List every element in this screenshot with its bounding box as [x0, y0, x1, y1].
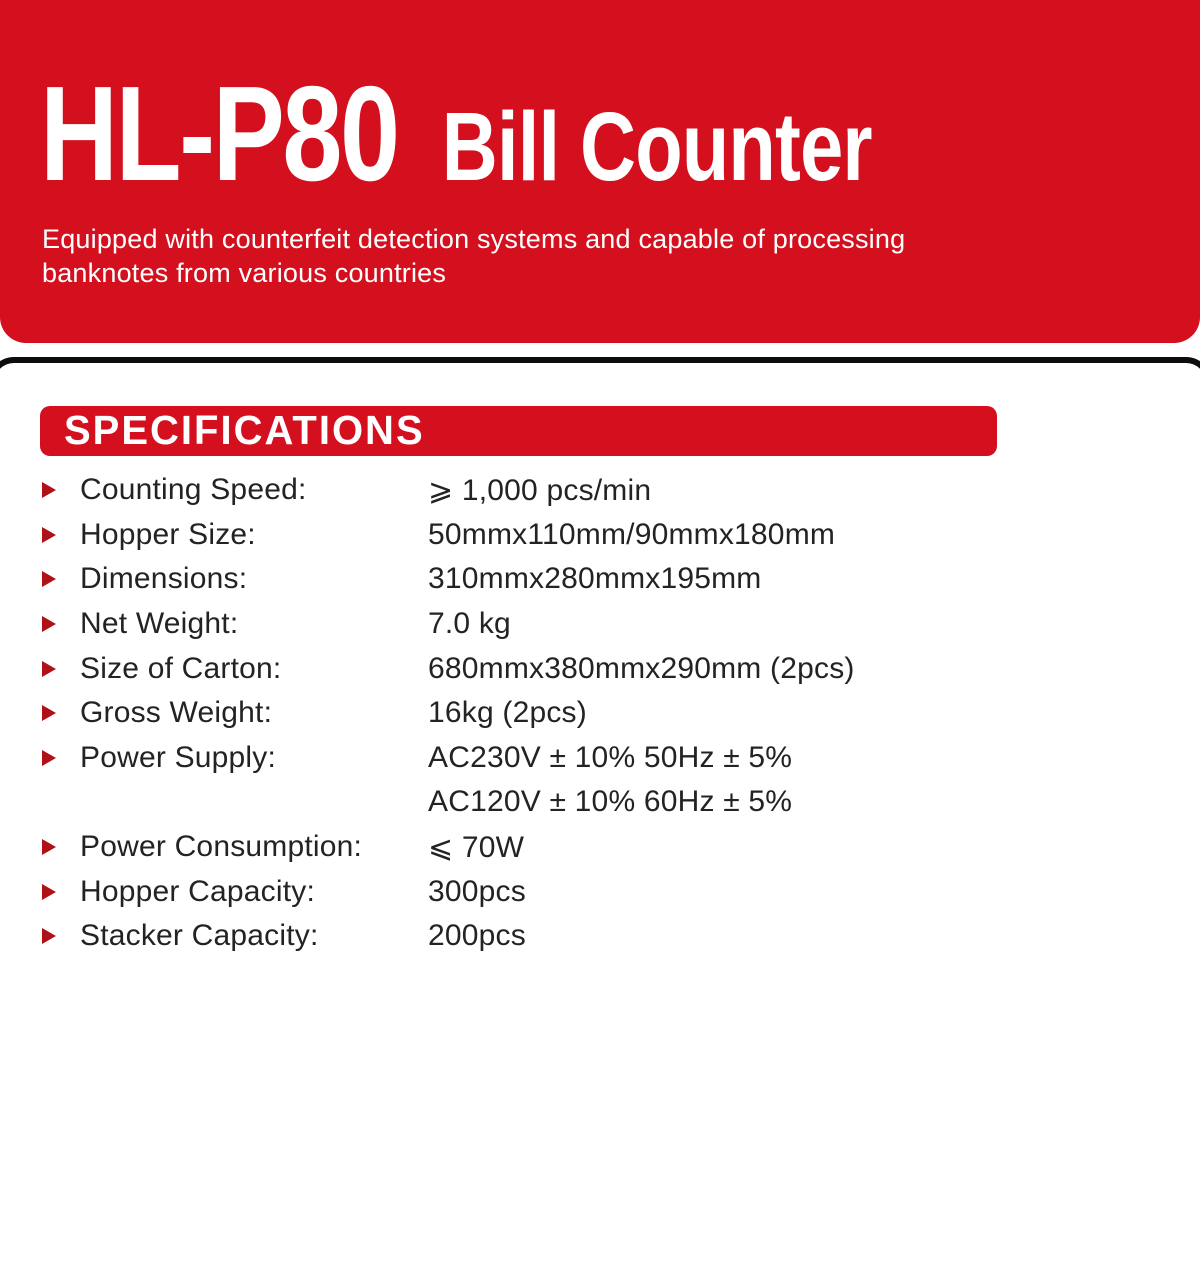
spec-row: [42, 914, 1152, 959]
spec-value: AC230V ± 10% 50Hz ± 5%: [428, 740, 793, 774]
spec-label: Hopper Size:: [80, 517, 256, 551]
spec-row: [42, 736, 1152, 781]
spec-label: Stacker Capacity:: [80, 919, 319, 953]
spec-row: [42, 780, 1152, 825]
bullet-triangle-icon: [42, 661, 56, 677]
spec-value: 16kg (2pcs): [428, 696, 587, 730]
spec-value: 300pcs: [428, 874, 526, 908]
bullet-cell: [42, 482, 80, 498]
bullet-cell: [42, 750, 80, 766]
bullet-cell: [42, 884, 80, 900]
bullet-cell: [42, 616, 80, 632]
spec-value: 680mmx380mmx290mm (2pcs): [428, 651, 855, 685]
spec-value: 310mmx280mmx195mm: [428, 562, 762, 596]
bullet-cell: [42, 928, 80, 944]
bullet-triangle-icon: [42, 527, 56, 543]
spec-label: Counting Speed:: [80, 473, 307, 507]
bullet-cell: [42, 705, 80, 721]
tagline-line-1: Equipped with counterfeit detection systems and capable of processing: [42, 224, 906, 254]
tagline-line-2: banknotes from various countries: [42, 258, 447, 288]
page-title: [40, 60, 872, 209]
spec-value: 7.0 kg: [428, 607, 511, 641]
bullet-cell: [42, 794, 80, 810]
spec-row: [42, 869, 1152, 914]
bullet-triangle-icon: [42, 571, 56, 587]
spec-value: 200pcs: [428, 919, 526, 953]
spec-value: 50mmx110mm/90mmx180mm: [428, 517, 836, 551]
spec-value: AC120V ± 10% 60Hz ± 5%: [428, 785, 793, 819]
bullet-triangle-icon: [42, 750, 56, 766]
spec-row: [42, 825, 1152, 870]
spec-row: [42, 602, 1152, 647]
spec-label: Gross Weight:: [80, 696, 273, 730]
spec-value: ⩾ 1,000 pcs/min: [428, 473, 652, 507]
bullet-triangle-icon: [42, 705, 56, 721]
spec-label: Power Consumption:: [80, 830, 363, 864]
specifications-title: SPECIFICATIONS: [64, 408, 425, 453]
spec-label: Size of Carton:: [80, 651, 282, 685]
spec-row: [42, 691, 1152, 736]
bullet-triangle-icon: [42, 839, 56, 855]
spec-label: Power Supply:: [80, 740, 277, 774]
bullet-cell: [42, 839, 80, 855]
spec-list: [42, 468, 1152, 959]
model-name: HL-P80: [40, 58, 398, 209]
spec-label: Dimensions:: [80, 562, 248, 596]
spec-row: [42, 557, 1152, 602]
spec-label: Net Weight:: [80, 607, 239, 641]
header-banner: [0, 0, 1200, 343]
specifications-header-bar: [40, 406, 997, 456]
product-name: Bill Counter: [441, 92, 872, 201]
bullet-triangle-icon: [42, 884, 56, 900]
bullet-cell: [42, 571, 80, 587]
spec-row: [42, 513, 1152, 558]
bullet-cell: [42, 661, 80, 677]
bullet-cell: [42, 527, 80, 543]
spec-row: [42, 646, 1152, 691]
bullet-triangle-icon: [42, 616, 56, 632]
tagline: [42, 222, 905, 290]
spec-row: [42, 468, 1152, 513]
spec-value: ⩽ 70W: [428, 830, 525, 864]
bullet-triangle-icon: [42, 482, 56, 498]
bullet-triangle-icon: [42, 928, 56, 944]
spec-label: Hopper Capacity:: [80, 874, 315, 908]
